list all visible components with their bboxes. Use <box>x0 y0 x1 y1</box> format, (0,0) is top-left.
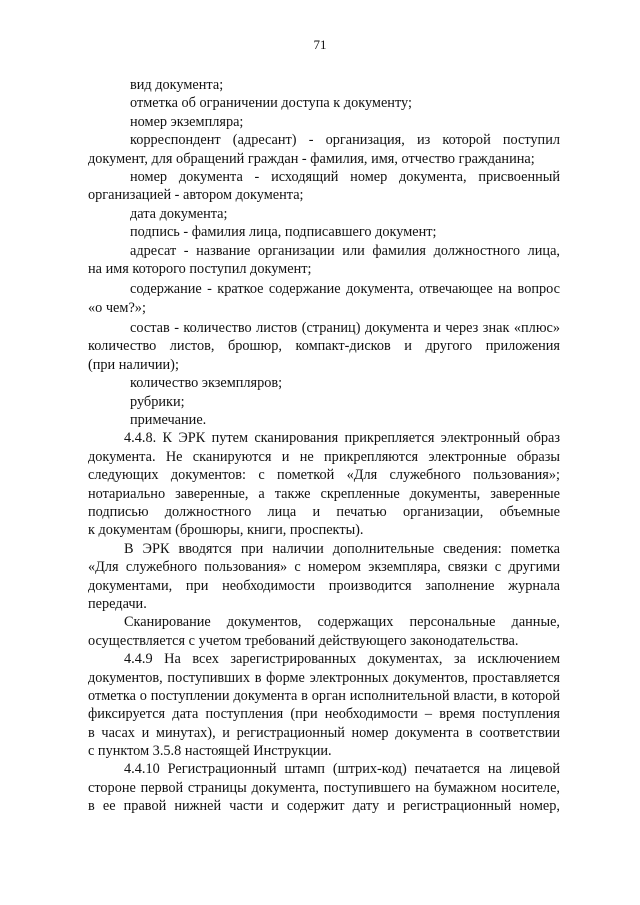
text-line: на имя которого поступил документ; <box>88 260 312 277</box>
text-line: документа. Не сканируются и не прикрепляются электронные образы <box>88 448 560 465</box>
text-line: передачи. <box>88 595 147 612</box>
text-line: номер документа - исходящий номер документа, присвоенный <box>130 168 560 185</box>
text-line: в часах и минутах), и регистрационный номер документа в соответствии <box>88 724 560 741</box>
text-line: осуществляется с учетом требований действующего законодательства. <box>88 632 519 649</box>
text-line: отметка об ограничении доступа к документу; <box>130 95 412 112</box>
text-line: 4.4.8. К ЭРК путем сканирования прикрепляется электронный образ <box>124 430 560 447</box>
text-line: в ее правой нижней части и содержит дату и регистрационный номер, <box>88 798 560 815</box>
text-line: корреспондент (адресант) - организация, из которой поступил <box>130 132 560 149</box>
text-line: вид документа; <box>130 77 224 93</box>
text-line: 4.4.10 Регистрационный штамп (штрих-код) печатается на лицевой <box>124 761 560 778</box>
text-line: «о чем?»; <box>88 299 146 316</box>
text-line: содержание - краткое содержание документа, отвечающее на вопрос <box>130 281 560 298</box>
text-line: количество экземпляров; <box>130 375 283 392</box>
text-line: количество листов, брошюр, компакт-дисков и другого приложения <box>88 338 560 355</box>
text-line: нотариально заверенные, а также скрепленные документы, заверенные <box>88 485 560 502</box>
text-line: подпись - фамилия лица, подписавшего документ; <box>130 224 437 241</box>
text-line: «Для служебного пользования» с номером экземпляра, связки с другими <box>88 559 560 576</box>
text-line: документов, поступивших в форме электронных документов, проставляется <box>88 669 560 686</box>
text-line: стороне первой страницы документа, поступившего на бумажном носителе, <box>88 779 560 796</box>
body-text <box>88 76 560 816</box>
text-line: подписью должностного лица и печатью организации, объемные <box>88 503 560 520</box>
text-line: адресат - название организации или фамилия должностного лица, <box>130 242 560 259</box>
text-line: к документам (брошюры, книги, проспекты). <box>88 522 364 539</box>
text-line: дата документа; <box>130 205 228 222</box>
text-line: рубрики; <box>130 393 185 410</box>
text-line: номер экземпляра; <box>130 113 244 130</box>
text-line: документ, для обращений граждан - фамилия, имя, отчество гражданина; <box>88 150 535 167</box>
text-line: следующих документов: с пометкой «Для служебного пользования»; <box>88 467 560 484</box>
text-line: документами, при необходимости производится заполнение журнала <box>88 577 560 594</box>
text-line: фиксируется дата поступления (при необходимости – время поступления <box>88 706 560 723</box>
text-line: В ЭРК вводятся при наличии дополнительные сведения: пометка <box>124 540 560 557</box>
text-line: отметка о поступлении документа в орган исполнительной власти, в которой <box>88 687 560 704</box>
text-line: Сканирование документов, содержащих персональные данные, <box>124 614 560 631</box>
text-line: примечание. <box>130 412 207 429</box>
text-line: (при наличии); <box>88 356 179 373</box>
text-line: организацией - автором документа; <box>88 187 304 204</box>
page-number: 71 <box>313 37 327 52</box>
text-line: 4.4.9 На всех зарегистрированных документах, за исключением <box>124 651 560 668</box>
text-line: с пунктом 3.5.8 настоящей Инструкции. <box>88 743 332 760</box>
text-line: состав - количество листов (страниц) документа и через знак «плюс» <box>130 320 560 337</box>
